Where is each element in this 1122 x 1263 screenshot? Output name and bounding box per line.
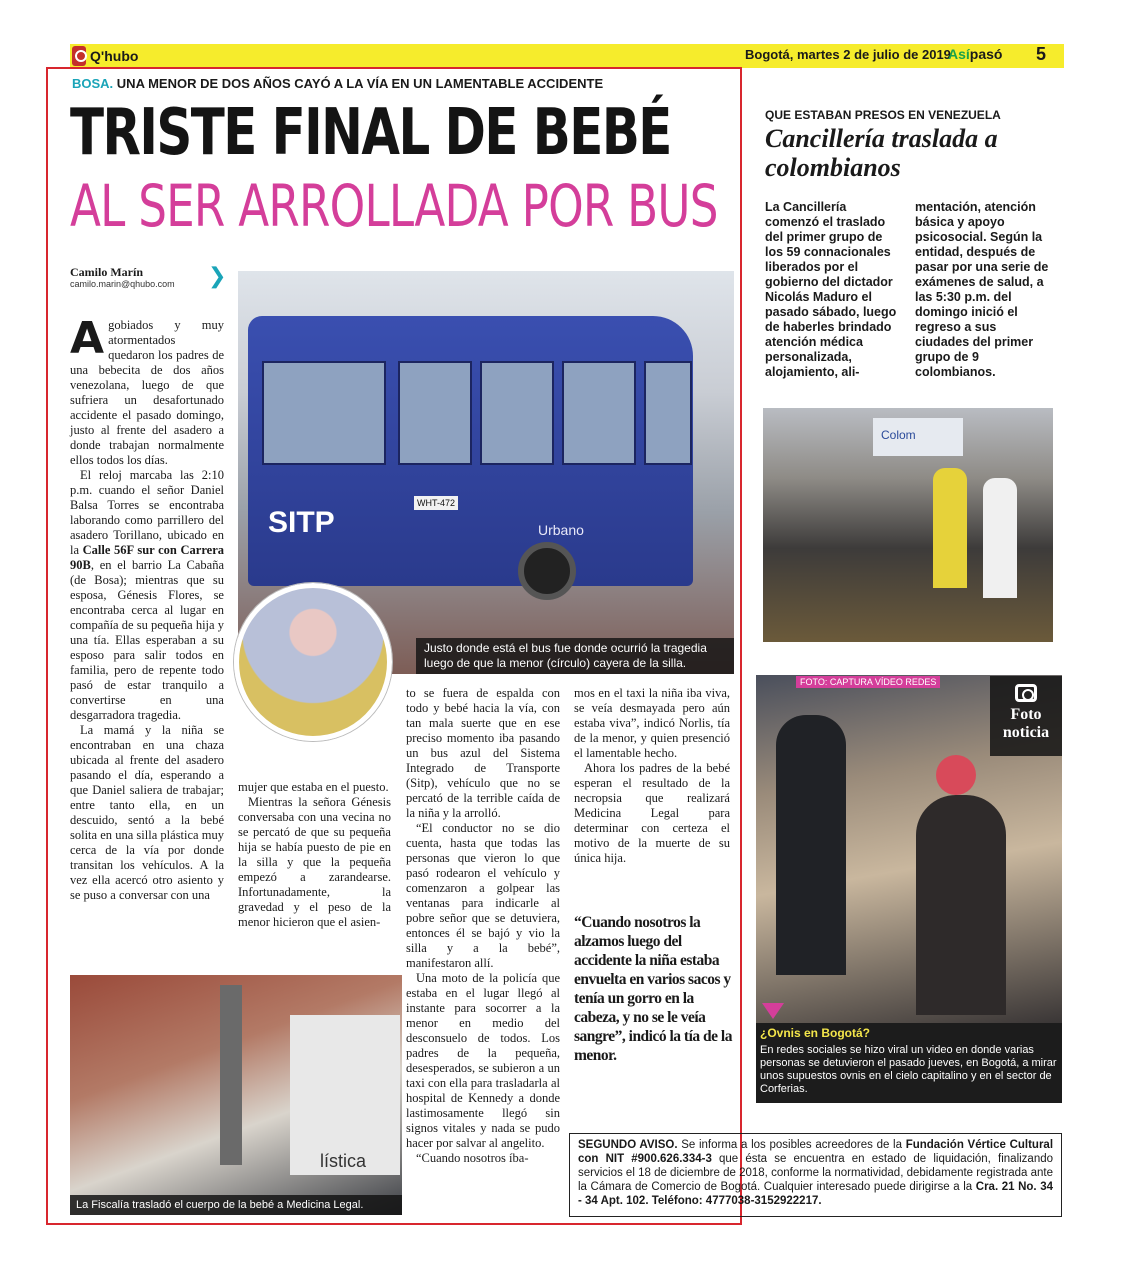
bus-plate: WHT-472 xyxy=(414,496,458,510)
arrow-down-icon xyxy=(762,1003,784,1019)
article-column-3: to se fuera de espalda con todo y bebé hacia la vía, con tan mala suerte que en ese preciso momento iba pasando un bus azul del Sistema Integrado de Transporte (Sitp), vehículo que no se percató de la terrible caída de la niña y la arrolló. “El conductor no se dio cuenta, hasta que todas las personas que vieron lo que pasó rodearon el vehículo y comenzaron a golpear las ventanas para indicarle al pobre señor que se detuviera, entonces él se bajó y vio la silla y a la bebé”, manifestaron allí. Una moto de la policía que estaba en el lugar llegó al instante para socorrer a la menor en medio del desconsuelo de todos. Los padres de la pequeña, desesperados, se subieron a un taxi con ella para trasladarla al hospital de Kennedy a donde lastimosamente llegó sin signos vitales y nada se pudo hacer por salvar al angelito. “Cuando nosotros íba- xyxy=(406,686,560,1165)
article-column-4: mos en el taxi la niña iba viva, se veía desmayada pero aún estaba viva”, indicó Norlis, tía de la menor, y quien presenció el lamentable hecho. Ahora los padres de la bebé esperan el resultado de la necropsia que realizará Medicina Legal para determinar con certeza el motivo de la muerte de su única hija. xyxy=(574,686,730,865)
drop-cap: A xyxy=(70,313,105,364)
side-column-a: La Cancillería comenzó el traslado del primer grupo de los 59 connacionales liberados por el gobierno del dictador Nicolás Maduro el pasado sábado, luego de haberles brindado atención médica personalizada, alojamiento, ali- xyxy=(765,200,897,379)
page-number: 5 xyxy=(1036,44,1047,64)
bus-brand-2: Urbano xyxy=(538,522,584,538)
article-headline: TRISTE FINAL DE BEBÉ xyxy=(70,96,671,170)
ovni-caption-box xyxy=(756,1023,1062,1103)
banner-text: Colom xyxy=(881,428,916,442)
baby-circle-photo xyxy=(234,583,392,741)
section-name: Asípasó xyxy=(948,46,1003,62)
fiscalia-photo xyxy=(70,975,402,1215)
ovni-title: ¿Ovnis en Bogotá? xyxy=(760,1026,871,1040)
sitp-bus xyxy=(248,316,693,586)
pull-quote: “Cuando nosotros la alzamos luego del accidente la niña estaba envuelta en varios sacos y tenía un gorro en la cabeza, y no se le veía sangre”, indicó la tía de la menor. xyxy=(574,914,732,1064)
ovni-text: En redes sociales se hizo viral un video en donde varias personas se detuvieron el pasado jueves, en Bogotá, a mirar unos supuestos ovnis en el cielo capitalino y en el sector de Corferias. xyxy=(760,1044,1057,1095)
side-headline: Cancillería traslada a colombianos xyxy=(765,124,998,182)
legal-notice: SEGUNDO AVISO. Se informa a los posibles acreedores de la Fundación Vértice Cultural con NIT #900.626.334-3 que ésta se encuentra en estado de liquidación, finalizando servicios el 18 de diciembre de 2018, conforme la normatividad, debidamente registrada ante la Cámara de Comercio de Bogotá. Cualquier interesado puede dirigirse a la Cra. 21 No. 34 - 34 Apt. 102. Teléfono: 4777038-3152922217. xyxy=(569,1133,1062,1217)
foto-noticia-badge: Foto noticia xyxy=(990,676,1062,756)
qhubo-logo-icon xyxy=(72,46,86,66)
article-subheadline: AL SER ARROLLADA POR BUS xyxy=(70,172,718,240)
chevron-right-icon: ❯ xyxy=(208,264,227,289)
author-email: camilo.marin@qhubo.com xyxy=(70,279,175,289)
bus-photo-caption: Justo donde está el bus fue donde ocurrió la tragedia luego de que la menor (círculo) cayera de la silla. xyxy=(416,638,734,674)
side-kicker: QUE ESTABAN PRESOS EN VENEZUELA xyxy=(765,108,1001,122)
article-kicker: BOSA. UNA MENOR DE DOS AÑOS CAYÓ A LA VÍA EN UN LAMENTABLE ACCIDENTE xyxy=(72,76,604,91)
author-name: Camilo Marín xyxy=(70,265,143,279)
article-column-1: Agobiados y muy atormentados quedaron los padres de una bebecita de dos años venezolana, luego de que sufriera un desafortunado accidente el pasado domingo, justo al frente del asadero a donde trabajan normalmente ellos todos los días. El reloj marcaba las 2:10 p.m. cuando el señor Daniel Balsa Torres se encontraba laborando como parrillero del asadero Torillano, ubicado en la Calle 56F sur con Carrera 90B, en el barrio La Cabaña (de Bosa); mientras que su esposa, Génesis Flores, se encontraba cerca al lugar en compañía de su pequeña hija y una tía. Ellas esperaban a su esposo para salir todos en familia, pero de repente todo pasó de estar tranquilo a convertirse en una desgarradora tragedia. La mamá y la niña se encontraban en una chaza ubicada al frente del asadero pasando el día, esperando a que Daniel saliera de trabajar; entre tanto ella, en un descuido, sentó a la bebé solita en una silla plástica muy cerca de la vía por donde transitan los vehículos. A la vez ella acercó otro asiento y se puso a conversar con una xyxy=(70,313,224,902)
bus-brand: SITP xyxy=(268,506,335,539)
logo-text: Q'hubo xyxy=(90,48,139,64)
article-column-2: mujer que estaba en el puesto. Mientras la señora Génesis conversaba con una vecina no se percató de que su pequeña hija se había puesto de pie en la silla y que la pequeña empezó a zarandearse. Infortunadamente, la gravedad y el peso de la menor hicieron que el asien- xyxy=(238,780,391,929)
colombians-group-photo xyxy=(763,408,1053,642)
issue-date: Bogotá, martes 2 de julio de 2019 xyxy=(745,47,951,62)
photo-credit: FOTO: CAPTURA VÍDEO REDES xyxy=(796,676,940,688)
camera-icon xyxy=(1015,684,1037,702)
newspaper-logo xyxy=(72,44,138,68)
vehicle-sign: lística xyxy=(320,1151,367,1171)
fiscalia-photo-caption: La Fiscalía trasladó el cuerpo de la bebé a Medicina Legal. xyxy=(70,1195,402,1215)
side-column-b: mentación, atención básica y apoyo psicosocial. Según la entidad, después de pasar por una serie de exámenes de salud, a las 5:30 p.m. del domingo inició el regreso a sus ciudades del primer grupo de 9 colombianos. xyxy=(915,200,1049,379)
